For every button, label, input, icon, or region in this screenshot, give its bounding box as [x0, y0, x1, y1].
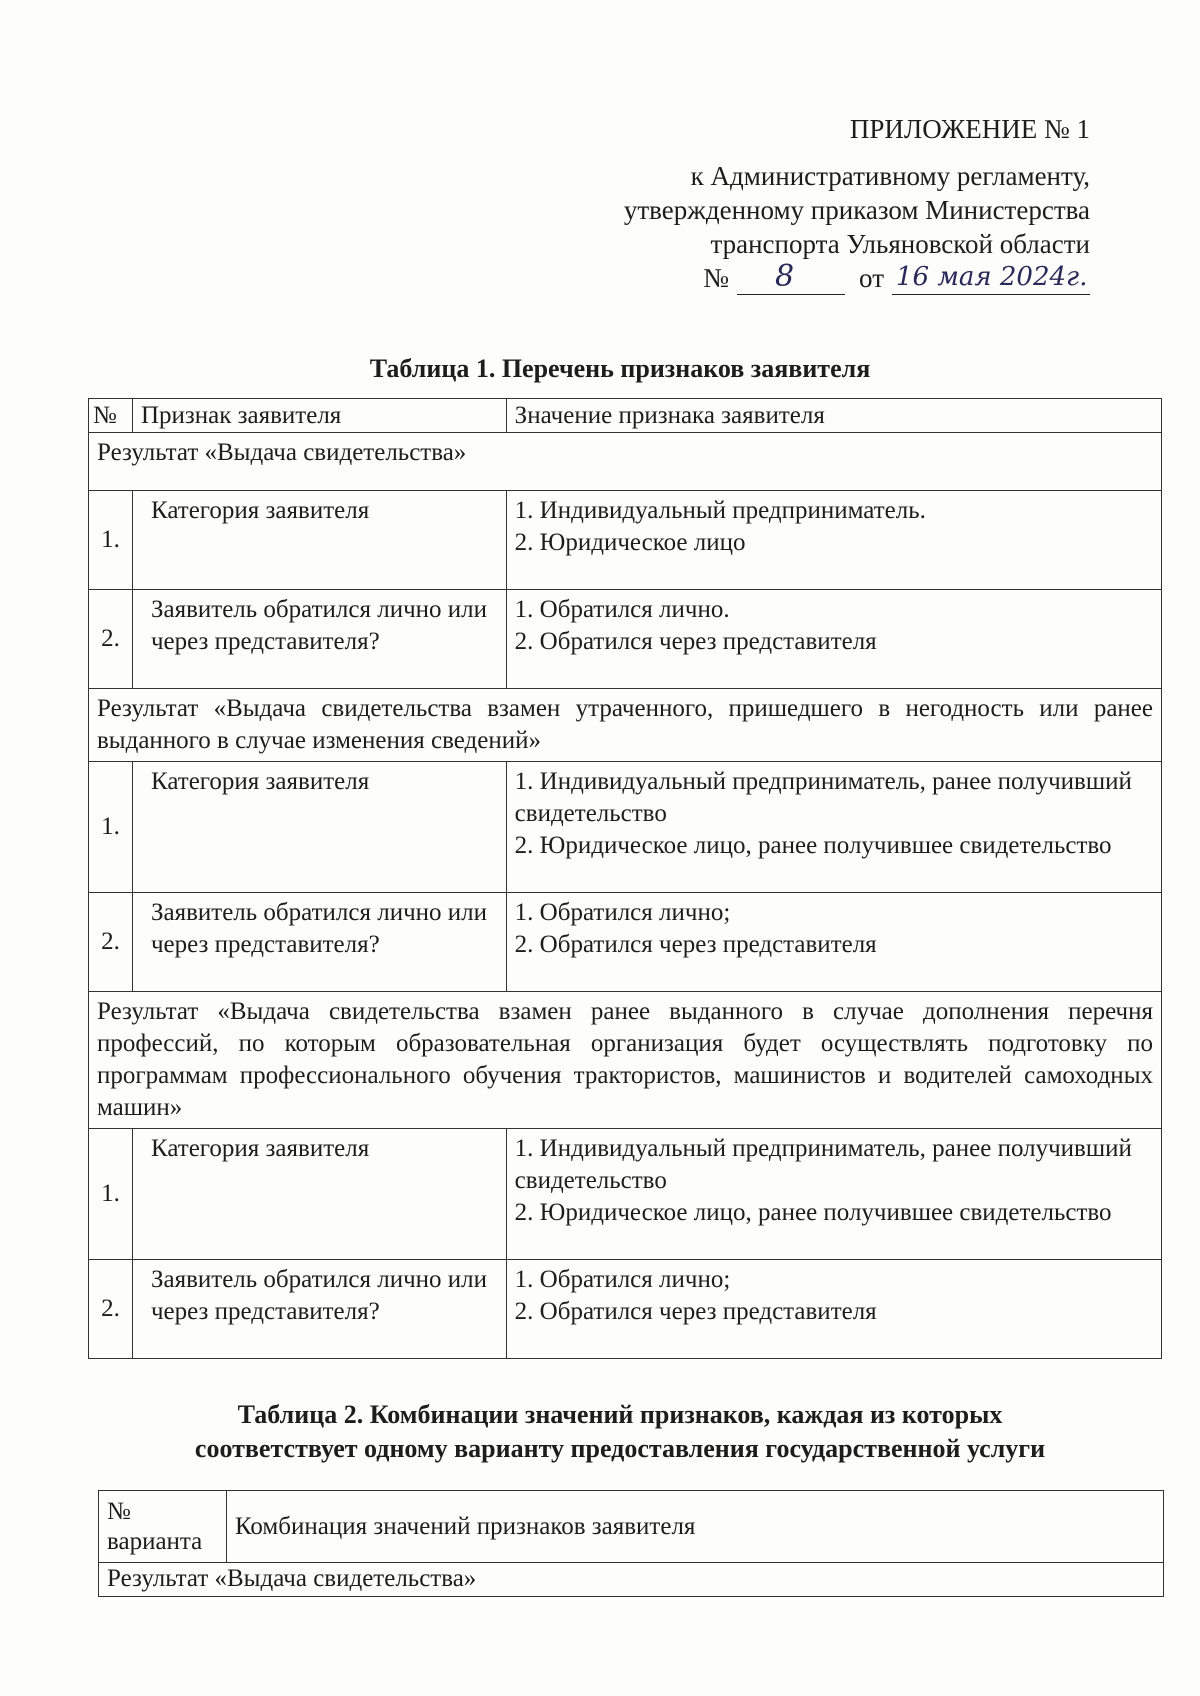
- table2-caption-line-1: Таблица 2. Комбинации значений признаков, каждая из которых: [237, 1400, 1003, 1429]
- order-number-field: [737, 259, 845, 295]
- row-number: 2.: [89, 1260, 133, 1359]
- table1-result-row: [89, 689, 1162, 762]
- value-line: 2. Юридическое лицо: [514, 529, 746, 556]
- table1-result-row: [89, 433, 1162, 491]
- order-date-handwritten: 16 мая 2024г.: [896, 262, 1088, 292]
- value-line: 1. Индивидуальный предприниматель.: [514, 497, 926, 524]
- header-line-3: транспорта Ульяновской области: [710, 229, 1090, 259]
- table1-caption: Таблица 1. Перечень признаков заявителя: [369, 354, 871, 383]
- header-line-1: к Административному регламенту,: [690, 161, 1090, 191]
- appendix-header: [624, 112, 1090, 295]
- value-cell: [506, 1260, 1161, 1359]
- table1-result-row: [89, 992, 1162, 1129]
- row-number: 1.: [89, 1129, 133, 1260]
- value-cell: [506, 491, 1161, 590]
- value-cell: [506, 1129, 1161, 1260]
- table2-header-row: [99, 1491, 1164, 1563]
- table2: [98, 1490, 1164, 1597]
- sign-cell: Категория заявителя: [132, 1129, 506, 1260]
- value-line: 1. Обратился лично;: [514, 899, 731, 926]
- sign-cell: Заявитель обратился лично или через представителя?: [132, 590, 506, 689]
- order-number-handwritten: 8: [775, 259, 795, 294]
- table1-result-cell: Результат «Выдача свидетельства взамен утраченного, пришедшего в негодность или ранее выданного в случае изменения сведений»: [89, 689, 1162, 762]
- table1-result-cell: Результат «Выдача свидетельства взамен ранее выданного в случае дополнения перечня профессий, по которым образовательная организация будет осуществлять подготовку по программам профессионального обучения трактористов, машинистов и водителей самоходных машин»: [89, 992, 1162, 1129]
- table-row: [89, 762, 1162, 893]
- row-number: 1.: [89, 762, 133, 893]
- order-date-label: от: [859, 263, 884, 293]
- value-line: 2. Обратился через представителя: [514, 931, 877, 958]
- table1-header-num: №: [89, 399, 133, 433]
- value-cell: [506, 762, 1161, 893]
- value-line: 1. Обратился лично.: [514, 596, 730, 623]
- table-row: [89, 1129, 1162, 1260]
- table2-header-variant: № варианта: [99, 1491, 227, 1563]
- table2-caption: [90, 1398, 1150, 1466]
- table-row: [89, 893, 1162, 992]
- value-line: 2. Юридическое лицо, ранее получившее свидетельство: [514, 1199, 1112, 1226]
- row-number: 1.: [89, 491, 133, 590]
- sign-cell: Заявитель обратился лично или через представителя?: [132, 893, 506, 992]
- value-line: 2. Обратился через представителя: [514, 1298, 877, 1325]
- table-row: [89, 590, 1162, 689]
- table1: [88, 398, 1162, 1359]
- row-number: 2.: [89, 590, 133, 689]
- value-cell: [506, 590, 1161, 689]
- sign-cell: Заявитель обратился лично или через представителя?: [132, 1260, 506, 1359]
- appendix-title: ПРИЛОЖЕНИЕ № 1: [849, 114, 1090, 144]
- order-number-label: №: [703, 263, 730, 293]
- sign-cell: Категория заявителя: [132, 762, 506, 893]
- order-date-field: [892, 264, 1090, 295]
- value-line: 1. Обратился лично;: [514, 1266, 731, 1293]
- table1-header-row: [89, 399, 1162, 433]
- table1-result-cell: Результат «Выдача свидетельства»: [89, 433, 1162, 491]
- table-row: [89, 1260, 1162, 1359]
- table1-header-sign: Признак заявителя: [132, 399, 506, 433]
- table2-caption-line-2: соответствует одному варианту предоставления государственной услуги: [194, 1434, 1046, 1463]
- table2-result-row: [99, 1563, 1164, 1597]
- table1-header-value: Значение признака заявителя: [506, 399, 1161, 433]
- value-line: 1. Индивидуальный предприниматель, ранее получивший свидетельство: [514, 768, 1132, 827]
- order-number-line: [624, 261, 1090, 295]
- table2-result-cell: Результат «Выдача свидетельства»: [99, 1563, 1164, 1597]
- row-number: 2.: [89, 893, 133, 992]
- value-line: 2. Юридическое лицо, ранее получившее свидетельство: [514, 832, 1112, 859]
- table-row: [89, 491, 1162, 590]
- value-line: 1. Индивидуальный предприниматель, ранее получивший свидетельство: [514, 1135, 1132, 1194]
- sign-cell: Категория заявителя: [132, 491, 506, 590]
- table2-header-combination: Комбинация значений признаков заявителя: [226, 1491, 1163, 1563]
- header-line-2: утвержденному приказом Министерства: [623, 195, 1090, 225]
- value-cell: [506, 893, 1161, 992]
- value-line: 2. Обратился через представителя: [514, 628, 877, 655]
